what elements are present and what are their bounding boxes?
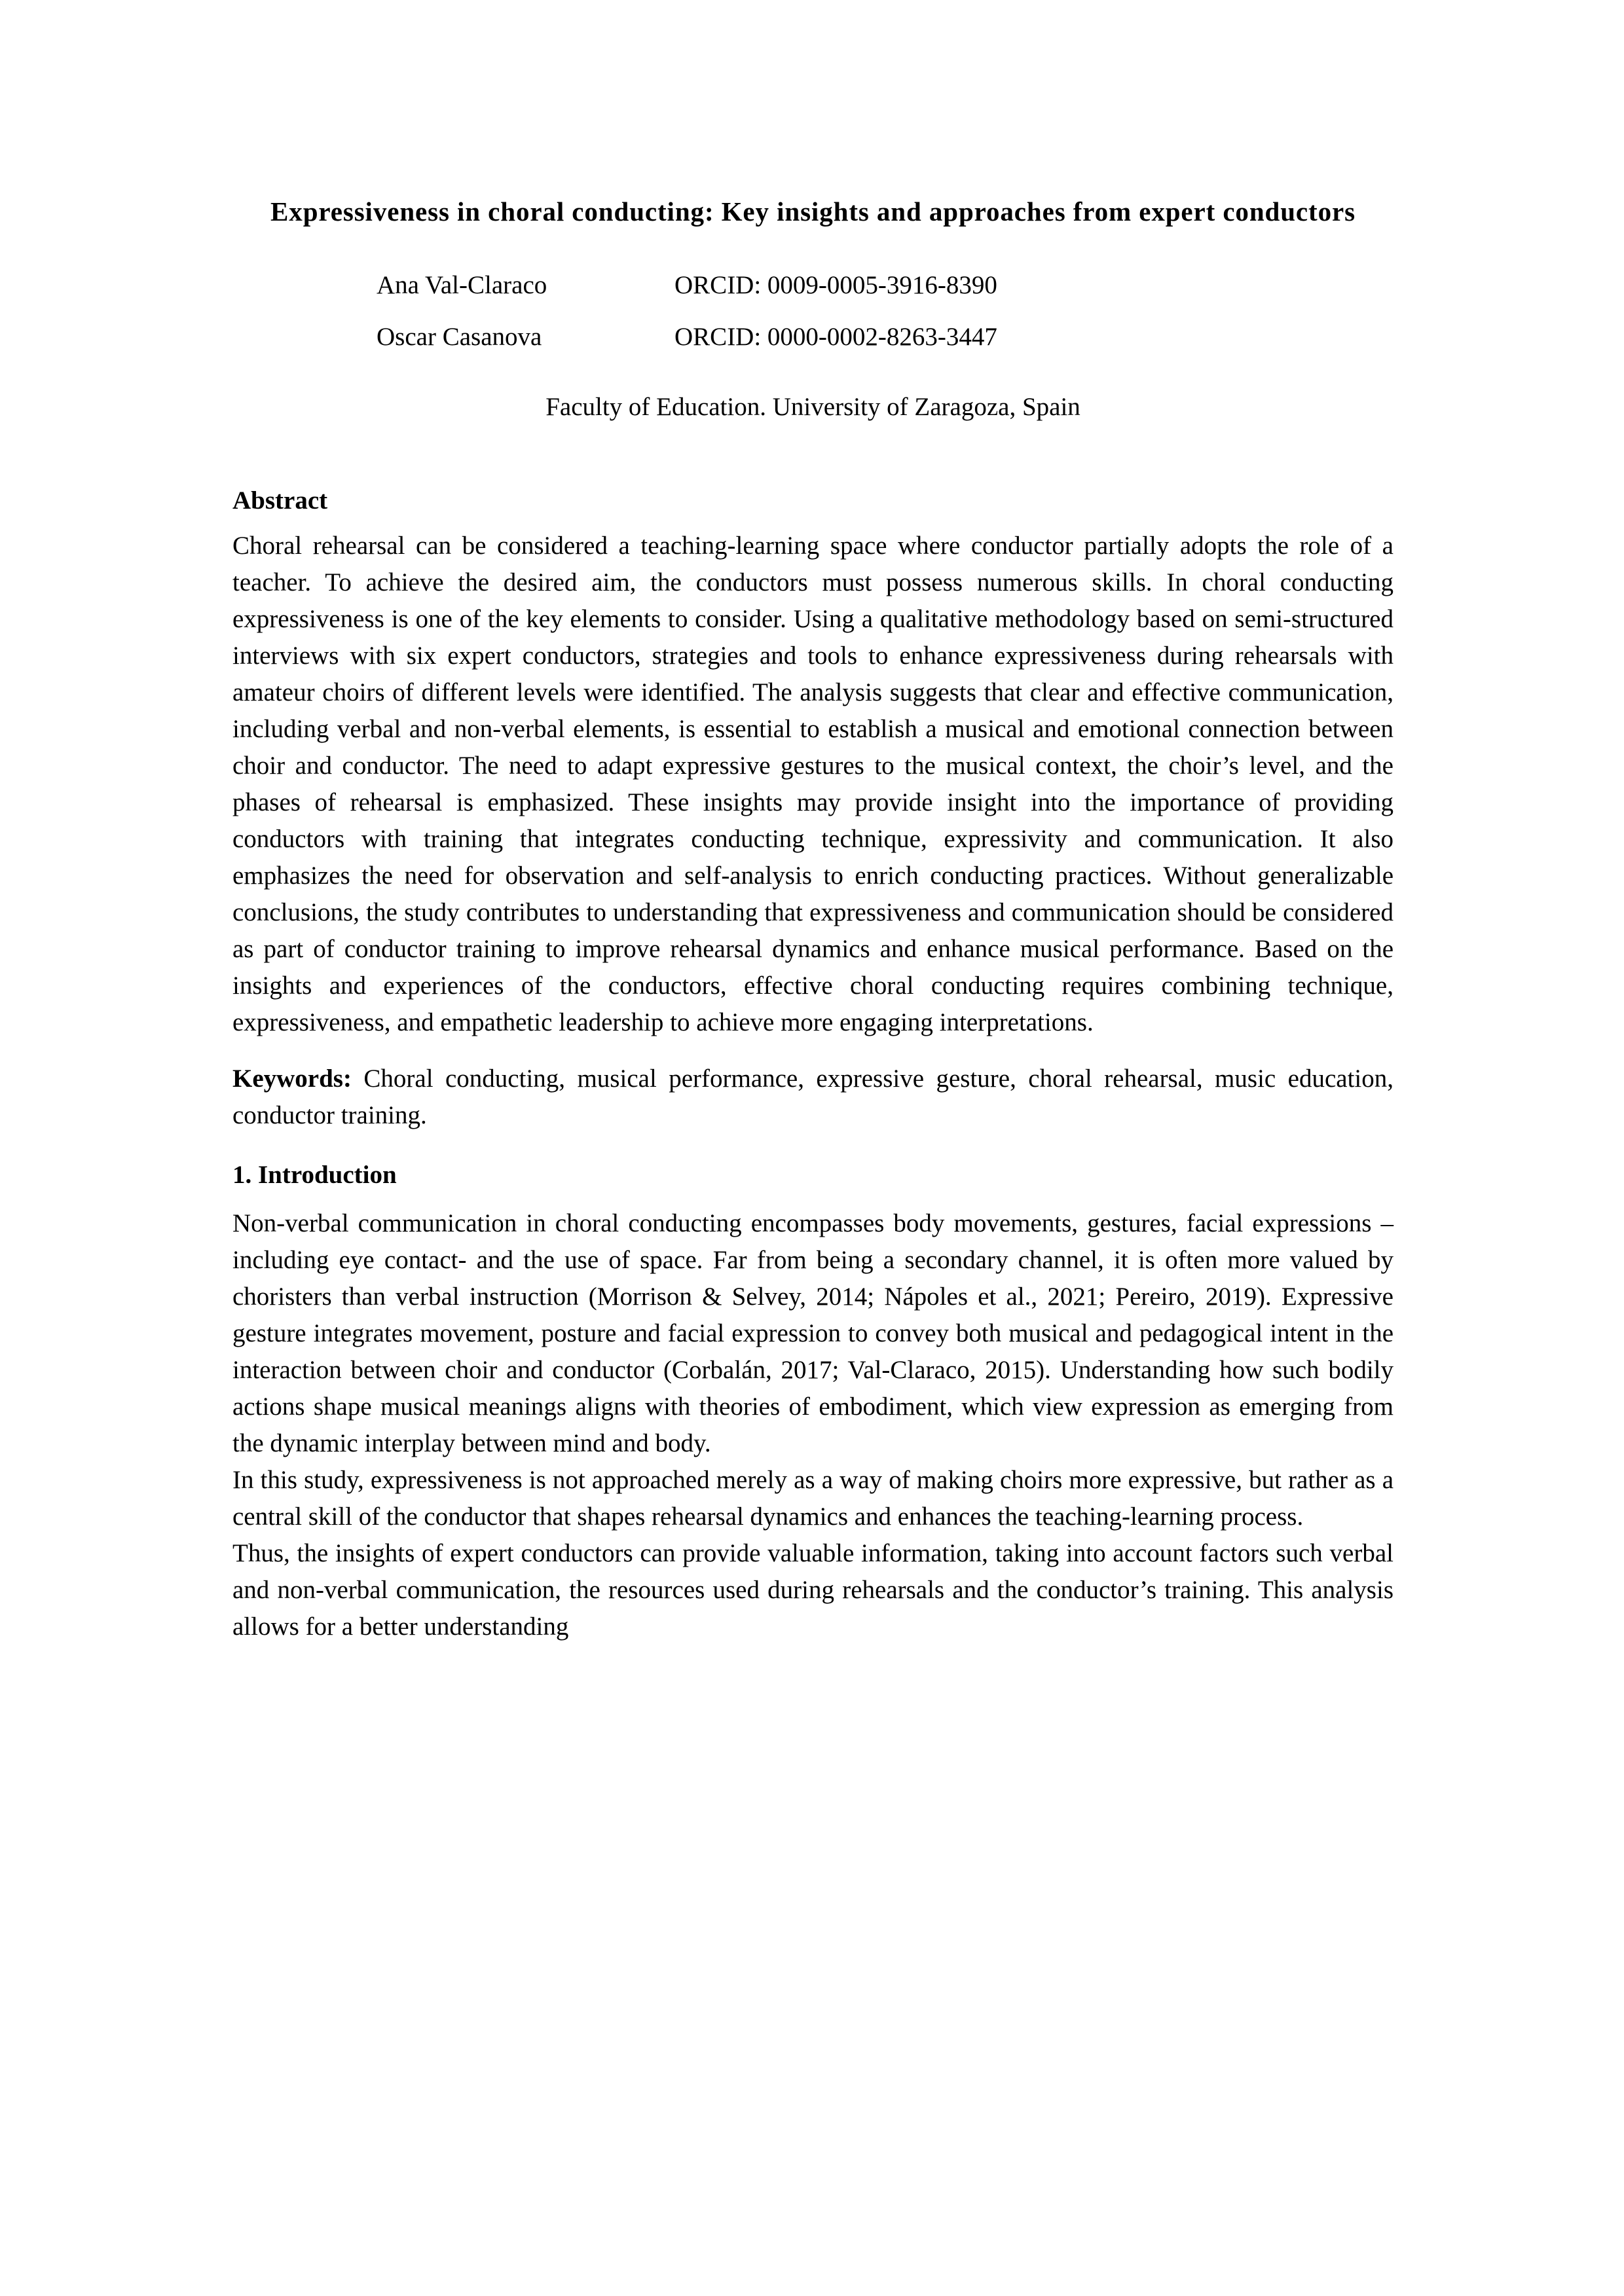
author-orcid: ORCID: 0000-0002-8263-3447 (674, 323, 997, 352)
introduction-heading: 1. Introduction (232, 1160, 397, 1189)
author-list (232, 270, 1393, 354)
author-row (232, 322, 1393, 353)
author-name: Oscar Casanova (377, 323, 542, 352)
abstract-body: Choral rehearsal can be considered a teaching-learning space where conductor partially adopts the role of a teacher. To achieve the desired aim, the conductors must possess numerous skills. In choral conducting expressiveness is one of the key elements to consider. Using a qualitative methodology based on semi-structured interviews with six expert conductors, strategies and tools to enhance expressiveness during rehearsals with amateur choirs of different levels were identified. The analysis suggests that clear and effective communication, including verbal and non-verbal elements, is essential to establish a musical and emotional connection between choir and conductor. The need to adapt expressive gestures to the musical context, the choir’s level, and the phases of rehearsal is emphasized. These insights may provide insight into the importance of providing conductors with training that integrates conducting technique, expressivity and communication. It also emphasizes the need for observation and self-analysis to enrich conducting practices. Without generalizable conclusions, the study contributes to understanding that expressiveness and communication should be considered as part of conductor training to improve rehearsal dynamics and enhance musical performance. Based on the insights and experiences of the conductors, effective choral conducting requires combining technique, expressiveness, and empathetic leadership to achieve more engaging interpretations. (232, 531, 1393, 1036)
keywords-paragraph (232, 1061, 1393, 1134)
page-title: Expressiveness in choral conducting: Key insights and approaches from expert conductors (270, 196, 1356, 227)
introduction-paragraph: Thus, the insights of expert conductors can provide valuable information, taking into account factors such verbal and non-verbal communication, the resources used during rehearsals and the conductor’s training. This analysis allows for a better understanding (232, 1539, 1393, 1641)
author-orcid: ORCID: 0009-0005-3916-8390 (674, 270, 997, 299)
keywords-label: Keywords: (232, 1064, 352, 1093)
introduction-paragraph: Non-verbal communication in choral conducting encompasses body movements, gestures, facial expressions – including eye contact- and the use of space. Far from being a secondary channel, it is often more valued by choristers than verbal instruction (Morrison & Selvey, 2014; Nápoles et al., 2021; Pereiro, 2019). Expressive gesture integrates movement, posture and facial expression to convey both musical and pedagogical intent in the interaction between choir and conductor (Corbalán, 2017; Val-Claraco, 2015). Understanding how such bodily actions shape musical meanings aligns with theories of embodiment, which view expression as emerging from the dynamic interplay between mind and body. (232, 1209, 1393, 1457)
abstract-heading: Abstract (232, 486, 328, 515)
author-name: Ana Val-Claraco (377, 270, 547, 299)
page-content-column (232, 0, 1393, 1645)
introduction-paragraph: In this study, expressiveness is not approached merely as a way of making choirs more expressive, but rather as a central skill of the conductor that shapes rehearsal dynamics and enhances the teaching-learning process. (232, 1465, 1393, 1531)
author-row (232, 270, 1393, 301)
keywords-list: Choral conducting, musical performance, expressive gesture, choral rehearsal, music education, conductor training. (232, 1064, 1393, 1129)
affiliation: Faculty of Education. University of Zaragoza, Spain (545, 393, 1080, 422)
